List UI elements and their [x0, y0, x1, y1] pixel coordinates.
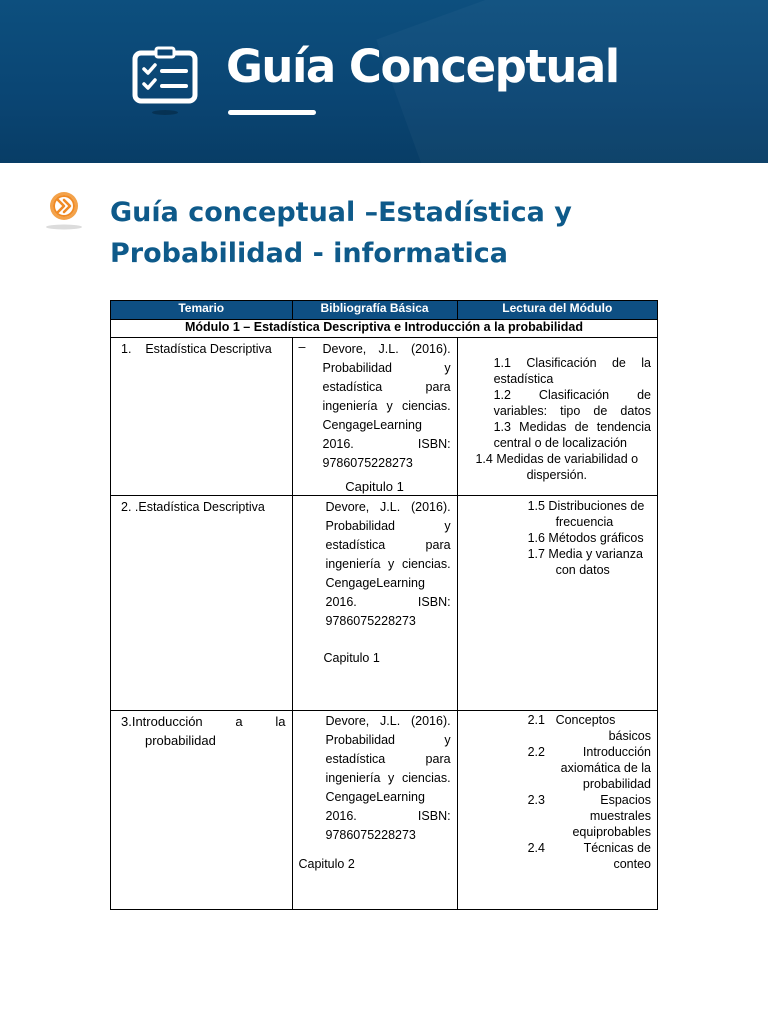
logo-shadow	[152, 110, 178, 115]
lectura-item: 2.4 Técnicas de conteo	[527, 841, 651, 871]
temario-text: 1. Estadística Descriptiva	[121, 342, 272, 356]
checklist-icon	[132, 46, 198, 104]
bibliografia-cell	[292, 711, 457, 910]
temario-text: 2. .Estadística Descriptiva	[121, 500, 265, 514]
temario-cell	[111, 338, 293, 496]
header-bibliografia: Bibliografía Básica	[292, 301, 457, 320]
lectura-item: 1.6 Métodos gráficos	[527, 531, 644, 545]
lectura-cell	[457, 711, 657, 910]
lectura-cell	[457, 338, 657, 496]
lectura-item: 2.3 Espacios muestrales equiprobables	[527, 793, 651, 839]
table-row	[111, 711, 658, 910]
table-row	[111, 496, 658, 711]
page-title: Guía conceptual –Estadística y Probabilidad - informatica	[110, 197, 572, 269]
lectura-item: 2.1 Conceptos básicos	[527, 713, 651, 743]
banner-underline	[228, 110, 316, 115]
capitulo-text: Capitulo 1	[345, 479, 404, 494]
temario-cell	[111, 711, 293, 910]
bibliografia-cell	[292, 338, 457, 496]
module-row	[111, 320, 658, 338]
lectura-item: 1.4 Medidas de variabilidad o dispersión.	[475, 452, 639, 482]
bibliografia-text: Devore, J.L. (2016). Probabilidad y estadística para ingeniería y ciencias. CengageLearning 2016. ISBN: 9786075228273	[325, 500, 451, 628]
lectura-item: 1.5 Distribuciones de frecuencia	[527, 499, 645, 529]
lectura-item: 1.3 Medidas de tendencia central o de localización	[493, 420, 651, 450]
header-banner	[0, 0, 768, 163]
lectura-item: 1.2 Clasificación de variables: tipo de datos	[493, 388, 651, 418]
header-temario: Temario	[111, 301, 293, 320]
banner-title: Guía Conceptual	[226, 40, 619, 93]
bibliografia-cell	[292, 496, 457, 711]
temario-cell	[111, 496, 293, 711]
table-header-row	[111, 301, 658, 320]
lectura-item: 1.1 Clasificación de la estadística	[493, 356, 651, 386]
temario-text: 3.Introducción a la probabilidad	[121, 714, 286, 748]
bibliografia-text: Devore, J.L. (2016). Probabilidad y estadística para ingeniería y ciencias. CengageLearning 2016. ISBN: 9786075228273	[322, 342, 451, 470]
bibliografia-text: Devore, J.L. (2016). Probabilidad y estadística para ingeniería y ciencias. CengageLearning 2016. ISBN: 9786075228273	[325, 714, 451, 842]
dash-bullet: –	[298, 340, 306, 354]
capitulo-text: Capitulo 1	[323, 651, 380, 665]
syllabus-table	[110, 300, 658, 910]
lectura-cell	[457, 496, 657, 711]
header-lectura: Lectura del Módulo	[457, 301, 657, 320]
double-chevron-icon	[46, 190, 82, 230]
lectura-item: 1.7 Media y varianza con datos	[527, 547, 643, 577]
table-row	[111, 338, 658, 496]
capitulo-text: Capitulo 2	[298, 857, 355, 871]
lectura-item: 2.2 Introducción axiomática de la probabilidad	[527, 745, 651, 791]
module-title: Módulo 1 – Estadística Descriptiva e Introducción a la probabilidad	[111, 320, 658, 338]
